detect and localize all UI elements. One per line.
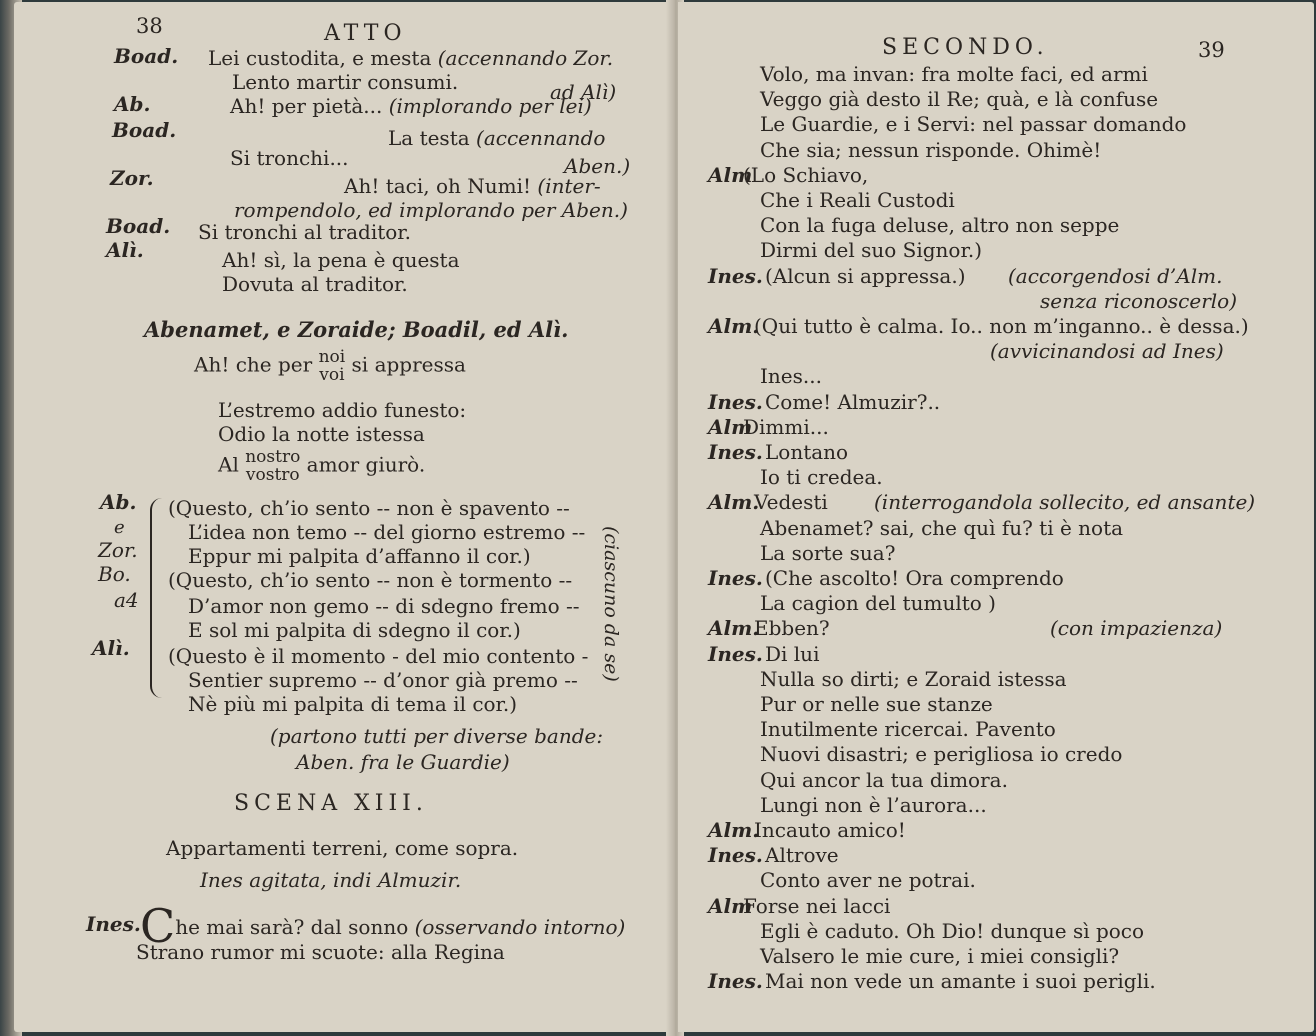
verse-line: Altrove xyxy=(765,843,839,868)
verse-line: Sentier supremo -- d’onor già premo -- xyxy=(188,668,578,692)
speaker: Alm. xyxy=(708,490,760,515)
stage-direction: (partono tutti per diverse bande: xyxy=(270,724,604,748)
verse-line: Strano rumor mi scuote: alla Regina xyxy=(136,940,505,964)
verse-line: Che i Reali Custodi xyxy=(760,188,955,212)
speaker: a4 xyxy=(114,588,139,612)
speaker: Ines. xyxy=(86,912,141,936)
speaker: Ines. xyxy=(708,641,763,666)
speaker: Boad. xyxy=(106,214,171,238)
speaker: Ines. xyxy=(708,843,763,868)
verse-line: Inutilmente ricercai. Pavento xyxy=(760,717,1056,742)
verse-line: Odio la notte istessa xyxy=(218,422,425,446)
verse-line: Vedesti xyxy=(754,490,828,515)
speaker: Boad. xyxy=(112,118,177,142)
speaker: Alm xyxy=(708,893,753,918)
speaker: Ines. xyxy=(708,263,763,288)
verse-line: (Alcun si appressa.) xyxy=(765,263,966,288)
speaker-brace xyxy=(150,498,162,698)
page-number: 38 xyxy=(136,14,163,38)
scene-persons: Ines agitata, indi Almuzir. xyxy=(200,868,462,892)
verse-line: Qui ancor la tua dimora. xyxy=(760,767,1008,792)
verse-line: Le Guardie, e i Servi: nel passar domando xyxy=(760,112,1187,137)
verse-line: Lei custodita, e mesta (accennando Zor. xyxy=(208,46,614,70)
page-number: 39 xyxy=(1198,38,1225,62)
speaker: Alm xyxy=(708,162,753,187)
speaker: Alì. xyxy=(106,238,144,262)
speaker: Zor. xyxy=(110,166,154,190)
verse-line: La testa (accennando xyxy=(388,126,606,150)
verse-line: Egli è caduto. Oh Dio! dunque sì poco xyxy=(760,918,1145,943)
stage-direction: (avvicinandosi ad Ines) xyxy=(990,339,1224,364)
speaker: Zor. xyxy=(98,538,138,562)
verse-line: Nè più mi palpita di tema il cor.) xyxy=(188,692,518,716)
verse-line: La cagion del tumulto ) xyxy=(760,591,996,616)
verse-line: Nulla so dirti; e Zoraid istessa xyxy=(760,666,1067,691)
verse-line: (Lo Schiavo, xyxy=(743,162,869,187)
stage-direction: ad Alì) xyxy=(550,80,617,104)
verse-line: Veggo già desto il Re; quà, e là confuse xyxy=(760,87,1159,112)
speaker: Alm. xyxy=(708,314,760,338)
verse-line: Mai non vede un amante i suoi perigli. xyxy=(765,969,1156,994)
verse-line: Nuovi disastri; e perigliosa io credo xyxy=(760,742,1123,767)
speaker: Ines. xyxy=(708,389,763,414)
verse-line: Si tronchi al traditor. xyxy=(198,220,412,244)
verse-line: Dirmi del suo Signor.) xyxy=(760,238,982,263)
verse-line: (Questo è il momento - del mio contento - xyxy=(168,644,589,668)
verse-line: Che sia; nessun risponde. Ohimè! xyxy=(760,137,1102,162)
verse-line: Lungi non è l’aurora... xyxy=(760,792,987,817)
verse-line: (Qui tutto è calma. Io.. non m’inganno.. è dessa.) xyxy=(754,314,1249,338)
verse-line: Conto aver ne potrai. xyxy=(760,868,976,893)
verse-line: L’estremo addio funesto: xyxy=(218,398,467,422)
verse-line: Forse nei lacci xyxy=(743,893,891,918)
speaker: Ines. xyxy=(708,969,763,994)
stage-direction: (accorgendosi d’Alm. xyxy=(1008,263,1223,288)
speaker: e xyxy=(114,517,125,538)
verse-line: D’amor non gemo -- di sdegno fremo -- xyxy=(188,594,580,618)
speaker: Alm. xyxy=(708,818,760,842)
left-page xyxy=(14,2,674,1032)
verse-line: (Che ascolto! Ora comprendo xyxy=(765,566,1064,590)
verse-line: Al nostro vostro amor giurò. xyxy=(218,447,426,485)
verse-line: Ah! per pietà... (implorando per lei) xyxy=(230,94,592,118)
running-head: SECONDO. xyxy=(882,35,1049,60)
verse-line: Come! Almuzir?.. xyxy=(765,389,941,414)
stage-direction: (con impazienza) xyxy=(1050,616,1223,641)
right-page xyxy=(678,2,1314,1032)
stage-direction: senza riconoscerlo) xyxy=(1040,288,1238,313)
verse-line: Si tronchi... xyxy=(230,146,349,170)
speaker: Ab. xyxy=(114,92,151,116)
verse-line: Con la fuga deluse, altro non seppe xyxy=(760,213,1120,238)
speaker: Bo. xyxy=(98,562,131,586)
verse-line: Incauto amico! xyxy=(754,818,906,842)
verse-line: Dimmi... xyxy=(743,414,829,439)
verse-line: Pur or nelle sue stanze xyxy=(760,692,993,716)
verse-line: Di lui xyxy=(765,641,820,666)
speaker: Alm. xyxy=(708,616,760,641)
verse-line: Volo, ma invan: fra molte faci, ed armi xyxy=(760,62,1148,86)
verse-line: Valsero le mie cure, i miei consigli? xyxy=(760,944,1120,968)
verse-line: L’idea non temo -- del giorno estremo -- xyxy=(188,520,586,544)
verse-line: Ah! taci, oh Numi! (inter- xyxy=(344,174,601,198)
scene-setting: Appartamenti terreni, come sopra. xyxy=(166,836,519,860)
persons-heading: Abenamet, e Zoraide; Boadil, ed Alì. xyxy=(144,317,569,342)
verse-line: E sol mi palpita di sdegno il cor.) xyxy=(188,618,521,642)
verse-line: Abenamet? sai, che quì fu? ti è nota xyxy=(760,515,1124,540)
speaker: Boad. xyxy=(114,44,179,68)
verse-line: La sorte sua? xyxy=(760,540,896,565)
verse-line: Dovuta al traditor. xyxy=(222,272,408,296)
verse-line: Ah! sì, la pena è questa xyxy=(222,248,460,272)
verse-line: Lontano xyxy=(765,440,849,464)
stage-direction: rompendolo, ed implorando per Aben.) xyxy=(234,198,628,222)
aside-note-vertical: (ciascuno da se) xyxy=(600,526,622,682)
verse-line: Ebben? xyxy=(754,616,830,641)
speaker: Ines. xyxy=(708,566,763,590)
speaker: Alm xyxy=(708,414,753,439)
verse-line: (Questo, ch’io sento -- non è spavento -- xyxy=(168,496,570,520)
verse-line: Eppur mi palpita d’affanno il cor.) xyxy=(188,544,531,568)
speaker: Ines. xyxy=(708,440,763,464)
stage-direction: (interrogandola sollecito, ed ansante) xyxy=(874,490,1256,515)
verse-line: (Questo, ch’io sento -- non è tormento -- xyxy=(168,568,573,592)
speaker: Ab. xyxy=(100,490,137,514)
speaker: Alì. xyxy=(92,636,130,660)
verse-line: Che mai sarà? dal sonno (osservando intorno) xyxy=(140,899,626,953)
scene-title: SCENA XIII. xyxy=(234,791,428,816)
verse-line: Ines... xyxy=(760,364,822,389)
verse-line: Ah! che per noi voi si appressa xyxy=(194,347,466,385)
verse-line: Io ti credea. xyxy=(760,465,883,490)
stage-direction: Aben. fra le Guardie) xyxy=(296,750,510,774)
verse-line: Lento martir consumi. xyxy=(232,70,459,94)
stage-direction: Aben.) xyxy=(564,154,631,178)
running-head: ATTO xyxy=(324,21,407,46)
